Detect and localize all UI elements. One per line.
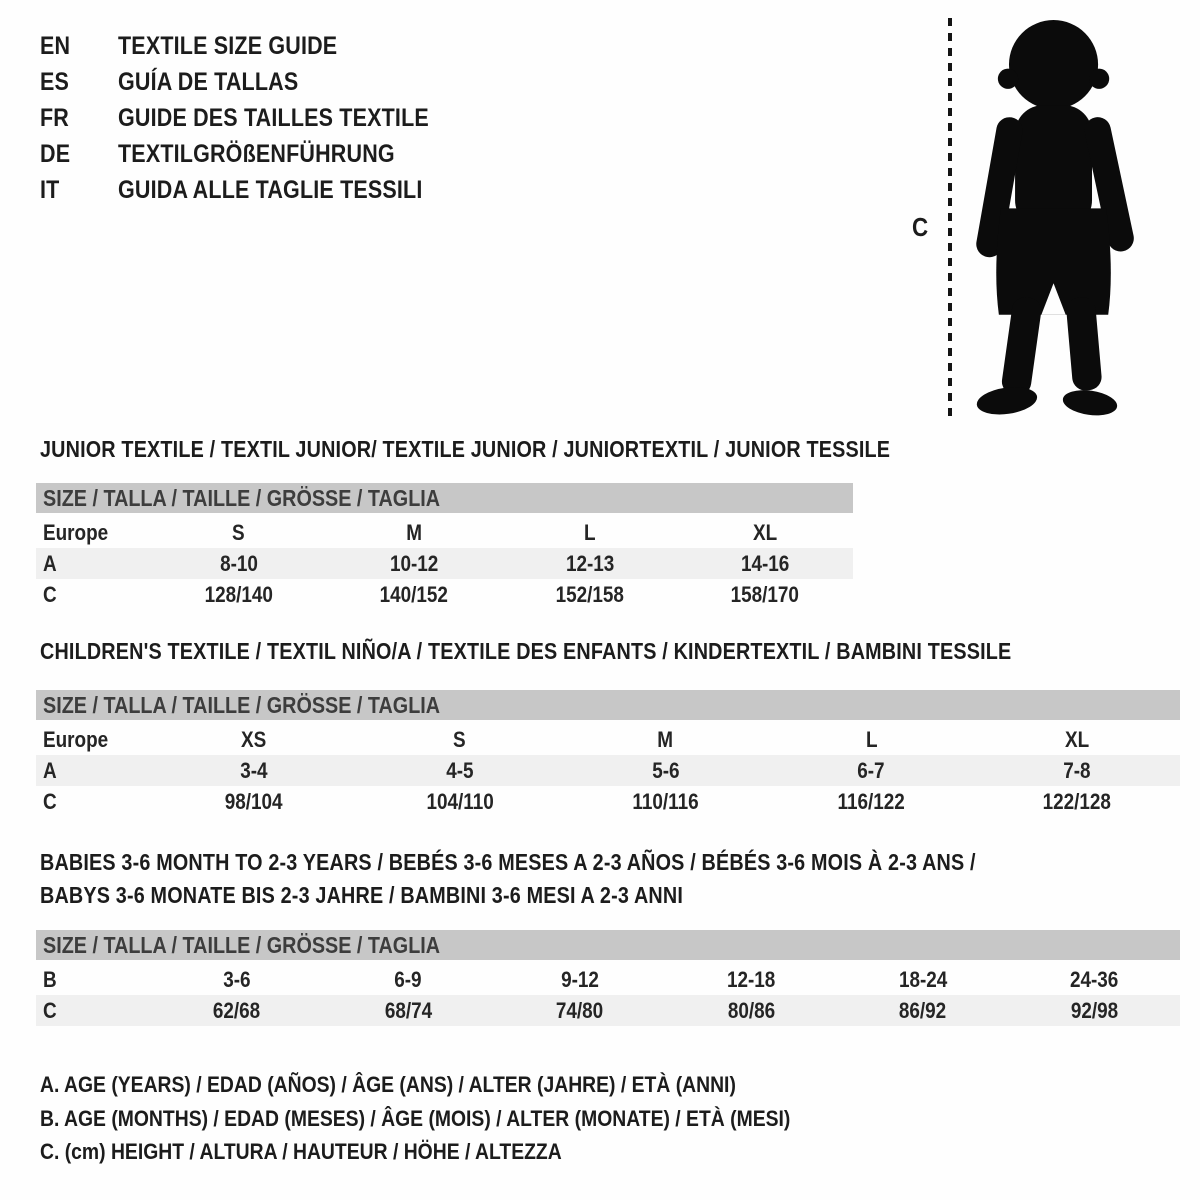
table-cell: 5-6 <box>651 758 680 783</box>
size-header-text: SIZE / TALLA / TAILLE / GRÖSSE / TAGLIA <box>43 692 441 718</box>
table-cell: 74/80 <box>556 998 604 1023</box>
table-cell: 4-5 <box>446 758 474 783</box>
size-header-bar <box>36 930 1180 960</box>
legend-age-years <box>40 1072 849 1098</box>
junior-section-title <box>40 436 1029 463</box>
table-cell: 110/116 <box>632 789 699 814</box>
size-header-bar <box>36 483 853 513</box>
children-section-title-text: CHILDREN'S TEXTILE / TEXTIL NIÑO/A / TEXTILE DES ENFANTS / KINDERTEXTIL / BAMBINI TESSILE <box>40 638 1012 664</box>
language-row <box>40 136 480 172</box>
table-row-europe <box>36 517 853 548</box>
language-code: ES <box>40 68 70 96</box>
babies-section-title-line2 <box>40 882 788 909</box>
table-row-months <box>36 964 1180 995</box>
table-cell: 86/92 <box>899 998 947 1023</box>
table-row-height <box>36 579 853 610</box>
guide-title: GUIDA ALLE TAGLIE TESSILI <box>118 176 423 204</box>
table-cell: S <box>232 520 246 545</box>
language-row <box>40 172 480 208</box>
table-cell: 10-12 <box>390 551 439 576</box>
row-label: A <box>43 551 57 576</box>
legend-age-months <box>40 1106 912 1132</box>
row-label: C <box>43 789 57 814</box>
guide-title: TEXTILE SIZE GUIDE <box>118 32 338 60</box>
table-cell: 140/152 <box>380 582 449 607</box>
row-label: A <box>43 758 57 783</box>
table-cell: 92/98 <box>1070 998 1118 1023</box>
language-code: IT <box>40 176 60 204</box>
language-row <box>40 100 480 136</box>
babies-section-title-line1 <box>40 849 1128 876</box>
row-label: Europe <box>43 520 109 545</box>
junior-size-table <box>36 483 853 610</box>
table-cell: 12-13 <box>565 551 614 576</box>
table-cell: XL <box>753 520 778 545</box>
table-cell: 116/122 <box>837 789 905 814</box>
table-cell: 3-4 <box>240 758 268 783</box>
guide-title: GUIDE DES TAILLES TEXTILE <box>118 104 429 132</box>
babies-size-table <box>36 930 1180 1026</box>
children-section-title <box>40 638 1169 665</box>
toddler-silhouette <box>963 16 1138 421</box>
table-cell: L <box>583 520 596 545</box>
table-row-height <box>36 786 1180 817</box>
size-header-text: SIZE / TALLA / TAILLE / GRÖSSE / TAGLIA <box>43 932 441 958</box>
table-cell: 24-36 <box>1070 967 1119 992</box>
row-label: C <box>43 582 57 607</box>
table-cell: 9-12 <box>560 967 599 992</box>
legend-text: C. (cm) HEIGHT / ALTURA / HAUTEUR / HÖHE / ALTEZZA <box>40 1139 562 1164</box>
table-cell: 68/74 <box>384 998 432 1023</box>
language-row <box>40 64 480 100</box>
table-cell: 62/68 <box>213 998 261 1023</box>
table-row-age <box>36 548 853 579</box>
legend-text: A. AGE (YEARS) / EDAD (AÑOS) / ÂGE (ANS) / ALTER (JAHRE) / ETÀ (ANNI) <box>40 1072 736 1097</box>
table-cell: 18-24 <box>898 967 947 992</box>
table-row-europe <box>36 724 1180 755</box>
babies-section-title-text1: BABIES 3-6 MONTH TO 2-3 YEARS / BEBÉS 3-6 MESES A 2-3 AÑOS / BÉBÉS 3-6 MOIS À 2-3 ANS / <box>40 849 976 875</box>
table-cell: 14-16 <box>741 551 790 576</box>
row-label: C <box>43 998 57 1023</box>
size-header-text: SIZE / TALLA / TAILLE / GRÖSSE / TAGLIA <box>43 485 441 511</box>
size-header-bar <box>36 690 1180 720</box>
table-cell: 12-18 <box>727 967 776 992</box>
table-cell: M <box>406 520 423 545</box>
height-measure-label: C <box>912 212 929 242</box>
table-cell: XL <box>1065 727 1090 752</box>
table-cell: 98/104 <box>224 789 283 814</box>
table-cell: 8-10 <box>219 551 258 576</box>
language-row <box>40 28 480 64</box>
children-size-table <box>36 690 1180 817</box>
table-cell: 6-9 <box>394 967 422 992</box>
table-cell: 7-8 <box>1063 758 1091 783</box>
height-measure-dashed-line <box>948 18 952 418</box>
table-cell: L <box>865 727 878 752</box>
guide-title: TEXTILGRÖßENFÜHRUNG <box>118 140 395 168</box>
table-cell: 152/158 <box>555 582 624 607</box>
row-label: Europe <box>43 727 109 752</box>
language-code: FR <box>40 104 70 132</box>
row-label: B <box>43 967 57 992</box>
table-cell: M <box>657 727 674 752</box>
table-cell: XS <box>241 727 267 752</box>
table-cell: 104/110 <box>426 789 494 814</box>
table-cell: 158/170 <box>731 582 800 607</box>
table-row-age <box>36 755 1180 786</box>
table-cell: 128/140 <box>204 582 273 607</box>
table-cell: 80/86 <box>727 998 775 1023</box>
legend-text: B. AGE (MONTHS) / EDAD (MESES) / ÂGE (MOIS) / ALTER (MONATE) / ETÀ (MESI) <box>40 1106 791 1131</box>
language-code: EN <box>40 32 71 60</box>
junior-section-title-text: JUNIOR TEXTILE / TEXTIL JUNIOR/ TEXTILE JUNIOR / JUNIORTEXTIL / JUNIOR TESSILE <box>40 436 891 462</box>
table-cell: 6-7 <box>857 758 885 783</box>
table-row-height <box>36 995 1180 1026</box>
table-cell: 122/128 <box>1042 789 1112 814</box>
guide-title: GUÍA DE TALLAS <box>118 68 299 96</box>
language-code: DE <box>40 140 71 168</box>
language-title-list <box>40 28 480 208</box>
babies-section-title-text2: BABYS 3-6 MONATE BIS 2-3 JAHRE / BAMBINI 3-6 MESI A 2-3 ANNI <box>40 882 684 908</box>
table-cell: S <box>453 727 467 752</box>
legend-height-cm <box>40 1139 647 1165</box>
table-cell: 3-6 <box>223 967 251 992</box>
